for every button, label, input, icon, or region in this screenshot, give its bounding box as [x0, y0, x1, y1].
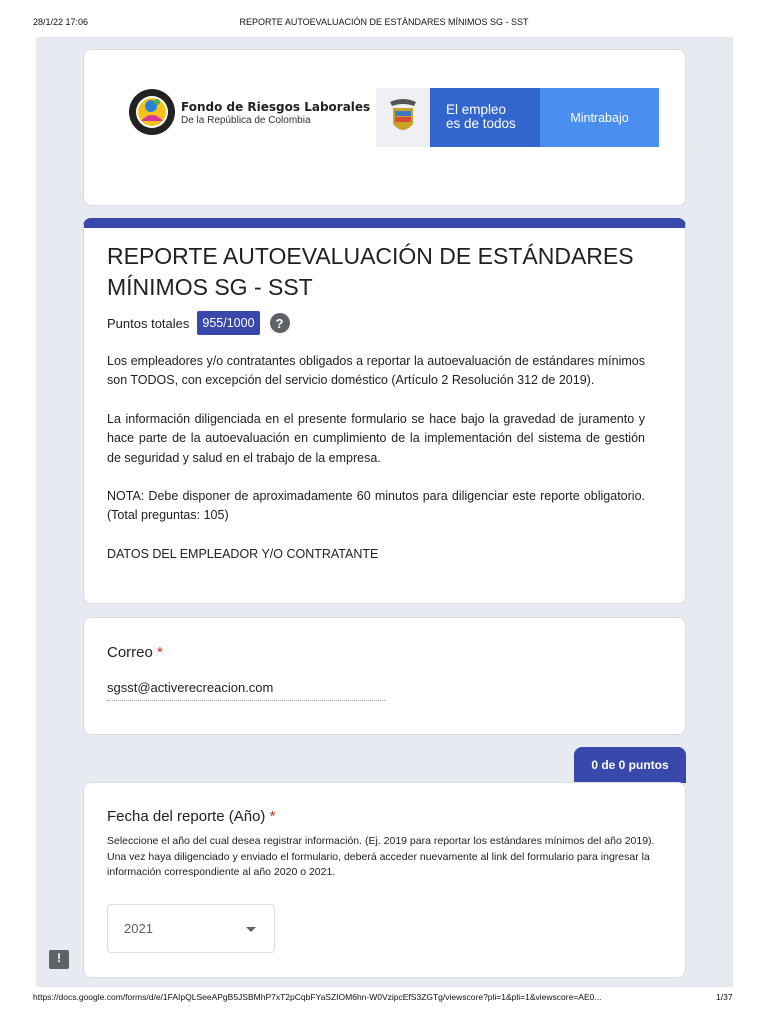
print-title: REPORTE AUTOEVALUACIÓN DE ESTÁNDARES MÍNIMOS SG - SST — [239, 17, 529, 27]
total-points-label: Puntos totales — [107, 315, 190, 331]
email-field[interactable]: sgsst@activerecreacion.com — [107, 680, 385, 701]
print-header — [0, 17, 768, 31]
email-question-title — [107, 644, 163, 661]
total-points-badge: 955/1000 — [197, 311, 259, 335]
year-question-label: Fecha del reporte (Año) — [107, 808, 266, 825]
year-question-help: Seleccione el año del cual desea registrar información. (Ej. 2019 para reportar los estándares mínimos del año 2019). Una vez haya diligenciado y enviado el formulario, deberá acceder nuevamente al link del formulario para ingresar la información correspondiente al año 2020 o 2021. — [107, 835, 655, 879]
form-description — [107, 352, 645, 583]
report-feedback-icon[interactable]: ! — [49, 950, 69, 969]
print-page-number: 1/37 — [716, 992, 733, 1002]
description-paragraph: DATOS DEL EMPLEADOR Y/O CONTRATANTE — [107, 546, 379, 561]
email-question-card — [83, 617, 686, 735]
government-banner — [376, 88, 659, 147]
frl-subtitle: De la República de Colombia — [181, 115, 311, 126]
header-logo-card — [83, 49, 686, 206]
empleo-line-1: El empleo — [446, 102, 507, 117]
frl-brand — [181, 100, 370, 126]
form-title-card — [83, 218, 686, 604]
help-icon[interactable]: ? — [270, 313, 290, 333]
year-dropdown-value: 2021 — [124, 921, 153, 936]
description-paragraph: La información diligenciada en el presente formulario se hace bajo la gravedad de juramento y hace parte de la autoevaluación en cumplimiento de la implementación del sistema de gestión de seguridad y salud en el trabajo de la empresa. — [107, 411, 645, 465]
mintrabajo-label: Mintrabajo — [540, 88, 659, 147]
empleo-line-2: es de todos — [446, 116, 516, 131]
form-title: REPORTE AUTOEVALUACIÓN DE ESTÁNDARES MÍNIMOS SG - SST — [107, 243, 634, 300]
print-datetime: 28/1/22 17:06 — [33, 17, 89, 27]
year-question-card — [83, 782, 686, 978]
question-score-tab: 0 de 0 puntos — [574, 747, 686, 783]
year-question-title — [107, 808, 275, 825]
total-points-row — [107, 308, 290, 338]
frl-name: Fondo de Riesgos Laborales — [181, 100, 371, 114]
coat-of-arms-icon — [376, 88, 430, 147]
description-paragraph: NOTA: Debe disponer de aproximadamente 60 minutos para diligenciar este reporte obligatorio. (Total preguntas: 105) — [107, 489, 645, 523]
dropdown-arrow-icon — [246, 927, 256, 932]
year-dropdown[interactable] — [107, 904, 275, 953]
frl-logo-icon — [127, 87, 177, 137]
required-mark: * — [269, 808, 276, 825]
el-empleo-label — [430, 88, 540, 147]
email-question-label: Correo — [107, 644, 153, 661]
required-mark: * — [157, 644, 163, 661]
description-paragraph: Los empleadores y/o contratantes obligados a reportar la autoevaluación de estándares mínimos son TODOS, con excepción del servicio doméstico (Artículo 2 Resolución 312 de 2019). — [107, 354, 645, 388]
print-url: https://docs.google.com/forms/d/e/1FAIpQLSeeAPgB5JSBMhP7xT2pCqbFYaSZIOM6hn-W0VzipcEfS3ZGTg/viewscore?pli=1&pli=1&viewscore=AE0... — [33, 992, 602, 1002]
